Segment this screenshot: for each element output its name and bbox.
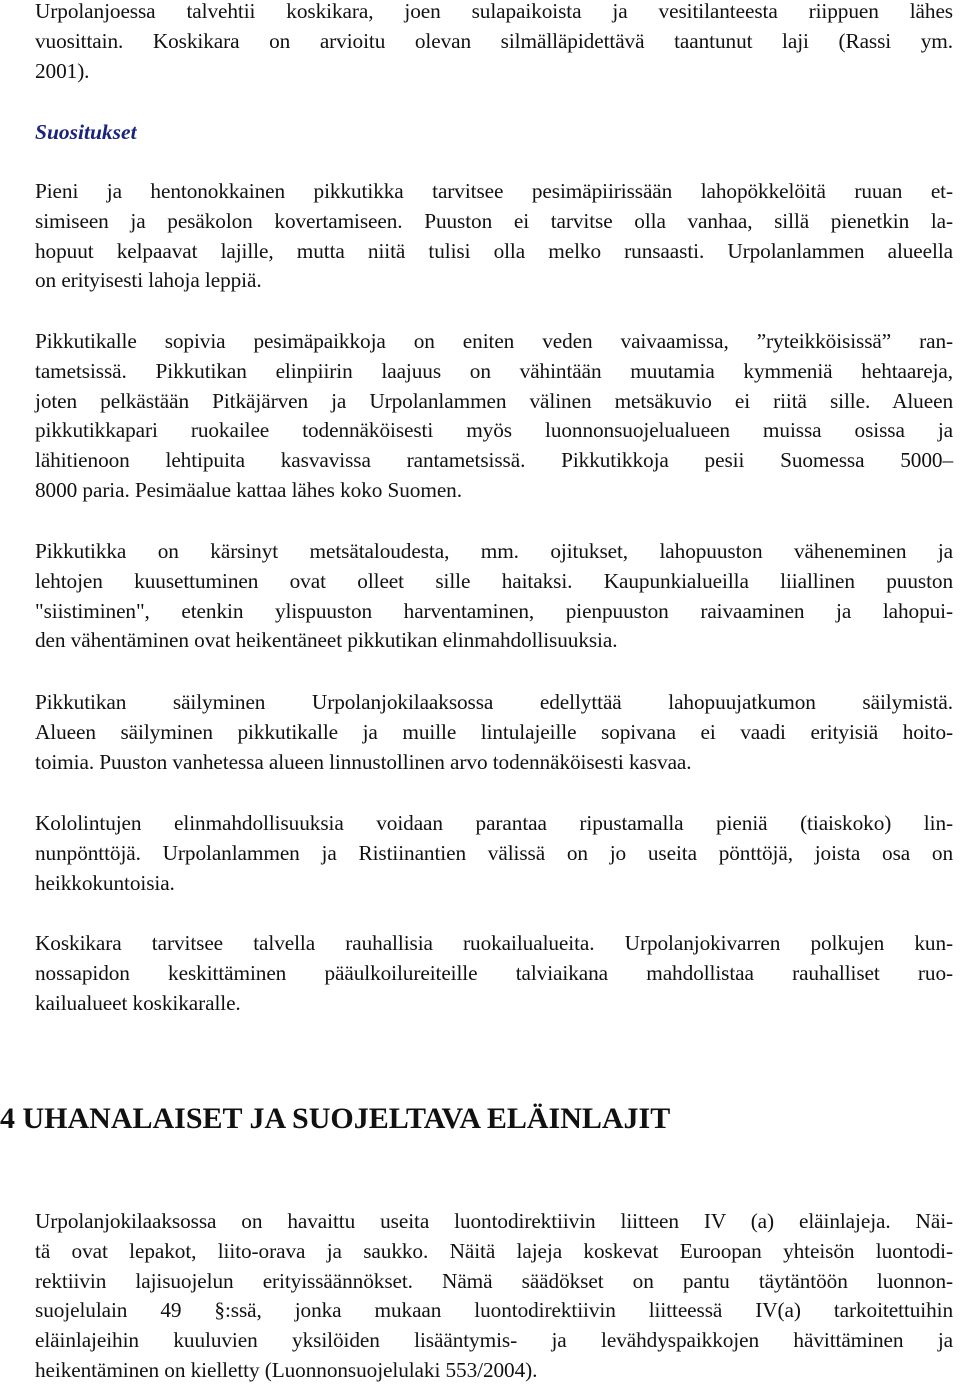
text-line: Urpolanjokilaaksossa on havaittu useita luontodirektiivin liitteen IV (a) eläinlajeja. Näi- bbox=[35, 1209, 953, 1233]
text-line: Pikkutikan säilyminen Urpolanjokilaaksossa edellyttää lahopuujatkumon säilymistä. bbox=[35, 690, 953, 714]
text-line: tametsissä. Pikkutikan elinpiirin laajuus on vähintään muutamia kymmeniä hehtaareja, bbox=[35, 358, 953, 383]
text-line: lehtojen kuusettuminen ovat olleet sille haitaksi. Kaupunkialueilla liiallinen puuston bbox=[35, 568, 953, 593]
text-line: rektiivin lajisuojelun erityissäännökset. Nämä säädökset on pantu täytäntöön luonnon- bbox=[35, 1268, 953, 1293]
chapter-paragraph bbox=[35, 1207, 953, 1386]
text-line: heikkokuntoisia. bbox=[35, 870, 175, 895]
text-line: toimia. Puuston vanhetessa alueen linnustollinen arvo todennäköisesti kasvaa. bbox=[35, 749, 692, 774]
text-line: "siistiminen", etenkin ylispuuston harventaminen, pienpuuston raivaaminen ja lahopui- bbox=[35, 598, 953, 623]
text-line: joten pelkästään Pitkäjärven ja Urpolanlammen välinen metsäkuvio ei riitä sille. Alueen bbox=[35, 388, 953, 413]
intro-paragraph bbox=[35, 0, 953, 86]
text-line: kailualueet koskikaralle. bbox=[35, 990, 241, 1015]
paragraph-forestry-impact bbox=[35, 537, 953, 656]
text-line: Urpolanjoessa talvehtii koskikara, joen sulapaikoista ja vesitilanteesta riippuen lähes bbox=[35, 0, 953, 23]
paragraph-dipper-feeding bbox=[35, 929, 953, 1018]
text-line: simiseen ja pesäkolon kovertamiseen. Puuston ei tarvitse olla vanhaa, sillä pienetkin la- bbox=[35, 208, 953, 233]
text-line: on erityisesti lahoja leppiä. bbox=[35, 268, 262, 293]
text-line: heikentäminen on kielletty (Luonnonsuojelulaki 553/2004). bbox=[35, 1357, 538, 1382]
text-line: den vähentäminen ovat heikentäneet pikkutikan elinmahdollisuuksia. bbox=[35, 628, 618, 653]
text-line: nossapidon keskittäminen pääulkoilureiteille talviaikana mahdollistaa rauhalliset ruo- bbox=[35, 960, 953, 985]
recommendations-heading: Suositukset bbox=[35, 120, 137, 144]
text-line: Pikkutikalle sopivia pesimäpaikkoja on eniten veden vaivaamissa, ”ryteikköisissä” ran- bbox=[35, 329, 953, 353]
text-line: 2001). bbox=[35, 58, 90, 83]
text-line: lähitienoon lehtipuita kasvavissa rantametsissä. Pikkutikkoja pesii Suomessa 5000– bbox=[35, 448, 953, 473]
paragraph-nest-boxes bbox=[35, 809, 953, 898]
paragraph-nesting-sites bbox=[35, 327, 953, 506]
paragraph-woodpecker-habitat bbox=[35, 177, 953, 296]
text-line: vuosittain. Koskikara on arvioitu olevan silmälläpidettävä taantunut laji (Rassi ym. bbox=[35, 28, 953, 53]
text-line: Kololintujen elinmahdollisuuksia voidaan parantaa ripustamalla pieniä (tiaiskoko) lin- bbox=[35, 811, 953, 835]
chapter-heading: 4 UHANALAISET JA SUOJELTAVA ELÄINLAJIT bbox=[0, 1102, 671, 1135]
text-line: eläinlajeihin kuuluvien yksilöiden lisääntymis- ja levähdyspaikkojen hävittäminen ja bbox=[35, 1328, 953, 1353]
text-line: tä ovat lepakot, liito-orava ja saukko. Näitä lajeja koskevat Euroopan yhteisön luontodi- bbox=[35, 1238, 953, 1263]
text-line: Alueen säilyminen pikkutikalle ja muille lintulajeille sopivana ei vaadi erityisiä hoito- bbox=[35, 719, 953, 744]
paragraph-preservation bbox=[35, 688, 953, 777]
text-line: hopuut kelpaavat lajille, mutta niitä tulisi olla melko runsaasti. Urpolanlammen alueella bbox=[35, 238, 953, 263]
text-line: Koskikara tarvitsee talvella rauhallisia ruokailualueita. Urpolanjokivarren polkujen kun- bbox=[35, 931, 953, 955]
text-line: 8000 paria. Pesimäalue kattaa lähes koko Suomen. bbox=[35, 477, 462, 502]
text-line: pikkutikkapari ruokailee todennäköisesti myös luonnonsuojelualueen muissa osissa ja bbox=[35, 418, 953, 443]
text-line: Pikkutikka on kärsinyt metsätaloudesta, mm. ojitukset, lahopuuston väheneminen ja bbox=[35, 539, 953, 563]
text-line: nunpönttöjä. Urpolanlammen ja Ristiinantien välissä on jo useita pönttöjä, joista osa on bbox=[35, 840, 953, 865]
text-line: Pieni ja hentonokkainen pikkutikka tarvitsee pesimäpiirissään lahopökkelöitä ruuan et- bbox=[35, 179, 953, 203]
text-line: suojelulain 49 §:ssä, jonka mukaan luontodirektiivin liitteessä IV(a) tarkoitettuihin bbox=[35, 1298, 953, 1323]
